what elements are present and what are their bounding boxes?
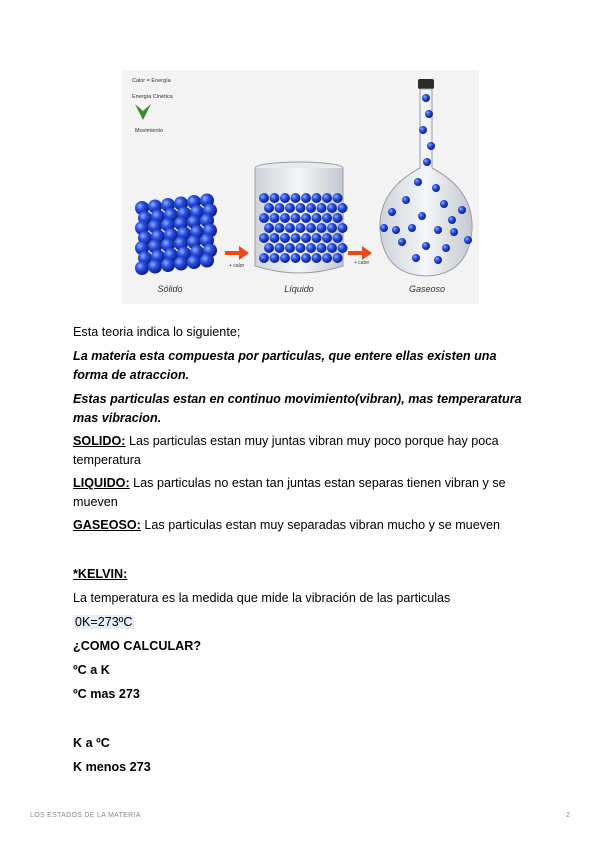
caption-solid: Sólido [157,284,183,294]
particle [418,212,426,220]
particle [306,223,316,233]
particle [423,158,431,166]
state-gas-label: GASEOSO: [73,518,141,532]
arrow1-label: + calor [229,263,245,269]
particle [412,254,420,262]
particle [264,203,274,213]
particle [408,224,416,232]
footer-title: LOS ESTADOS DE LA MATERIA [30,812,141,819]
flask-stopper [418,79,434,89]
kelvin-to-celsius-rule: K menos 273 [73,760,151,774]
particle [264,243,274,253]
particle [327,243,337,253]
particle [398,238,406,246]
particle [422,242,430,250]
particle [322,253,332,263]
particle [322,213,332,223]
particle [301,253,311,263]
particle [317,223,327,233]
particle [275,223,285,233]
particle [161,258,175,272]
particle [259,213,269,223]
state-gas-text: Las particulas estan muy separadas vibran mucho y se mueven [140,518,500,532]
particle [338,203,348,213]
particle [291,233,301,243]
particle [296,203,306,213]
particle [425,110,433,118]
particle [285,223,295,233]
particle [275,203,285,213]
particle [301,233,311,243]
celsius-to-kelvin: ºC a K [73,663,110,677]
particle [440,200,448,208]
state-solid-label: SOLIDO: [73,434,126,448]
kelvin-to-celsius: K a ºC [73,736,110,750]
particle [270,233,280,243]
statement-2: Estas particulas estan en continuo movimiento(vibran), mas temperaratura mas vibracion. [73,392,522,425]
particle [174,257,188,271]
particle [458,206,466,214]
particle [291,193,301,203]
state-gas [73,516,533,535]
intro-text: Esta teoria indica lo siguiente; [73,325,241,339]
caption-liquid: Líquido [284,284,314,294]
particle [312,213,322,223]
particle [312,193,322,203]
state-solid-text: Las particulas estan muy juntas vibran muy poco porque hay poca temperatura [73,434,499,467]
particle [464,236,472,244]
particle [280,193,290,203]
particle [333,193,343,203]
state-solid [73,432,533,469]
particle [419,126,427,134]
particle [388,208,396,216]
particle [301,213,311,223]
calc-heading: ¿COMO CALCULAR? [73,639,202,653]
kelvin-heading: *KELVIN: [73,567,128,581]
state-liquid [73,474,533,511]
page-number: 2 [566,812,571,819]
particle [259,193,269,203]
particle [135,261,149,275]
particle [434,256,442,264]
particle [291,213,301,223]
particle [148,260,162,274]
particle [317,203,327,213]
particle [392,226,400,234]
particle [322,233,332,243]
particle [380,224,388,232]
particle [427,142,435,150]
particle [259,253,269,263]
particle [333,253,343,263]
particle [432,184,440,192]
particle [317,243,327,253]
particle [338,243,348,253]
legend-line3: Movimiento [135,128,164,134]
statement-1: La materia esta compuesta por particulas, que entere ellas existen una forma de atraccion. [73,349,497,382]
particle [285,243,295,253]
states-of-matter-figure [122,70,479,304]
particle [312,233,322,243]
particle [333,233,343,243]
particle [312,253,322,263]
kelvin-equivalence [73,613,533,632]
particle [275,243,285,253]
down-arrow-icon [135,104,151,120]
particle [448,216,456,224]
particle [296,243,306,253]
particle [442,244,450,252]
heat-arrow-icon [225,246,249,260]
particle [327,223,337,233]
solid-particles [135,194,217,276]
particle [270,213,280,223]
caption-gas: Gaseoso [408,284,446,294]
particle [270,193,280,203]
particle [259,233,269,243]
particle [434,226,442,234]
particle [280,213,290,223]
particle [296,223,306,233]
heat-arrow-icon [348,246,372,260]
state-liquid-label: LIQUIDO: [73,476,130,490]
particle [450,228,458,236]
kelvin-equivalence-value: 0K=273ºC [75,615,133,629]
particle [338,223,348,233]
particle [306,203,316,213]
particle [322,193,332,203]
particle [327,203,337,213]
particle [200,254,214,268]
arrow2-label: + calor [354,260,370,266]
kelvin-definition: La temperatura es la medida que mide la vibración de las particulas [73,591,451,605]
figure-svg [122,70,479,304]
particle [291,253,301,263]
particle [280,233,290,243]
particle [264,223,274,233]
particle [285,203,295,213]
state-liquid-text: Las particulas no estan tan juntas estan separas tienen vibran y se mueven [73,476,506,509]
particle [280,253,290,263]
particle [333,213,343,223]
particle [422,94,430,102]
particle [414,178,422,186]
legend-line1: Calor = Energía [132,78,171,84]
particle [301,193,311,203]
particle [187,255,201,269]
particle [306,243,316,253]
legend-line2: Energía Cinética [132,94,173,100]
particle [270,253,280,263]
particle [402,196,410,204]
celsius-to-kelvin-rule: ºC mas 273 [73,687,140,701]
